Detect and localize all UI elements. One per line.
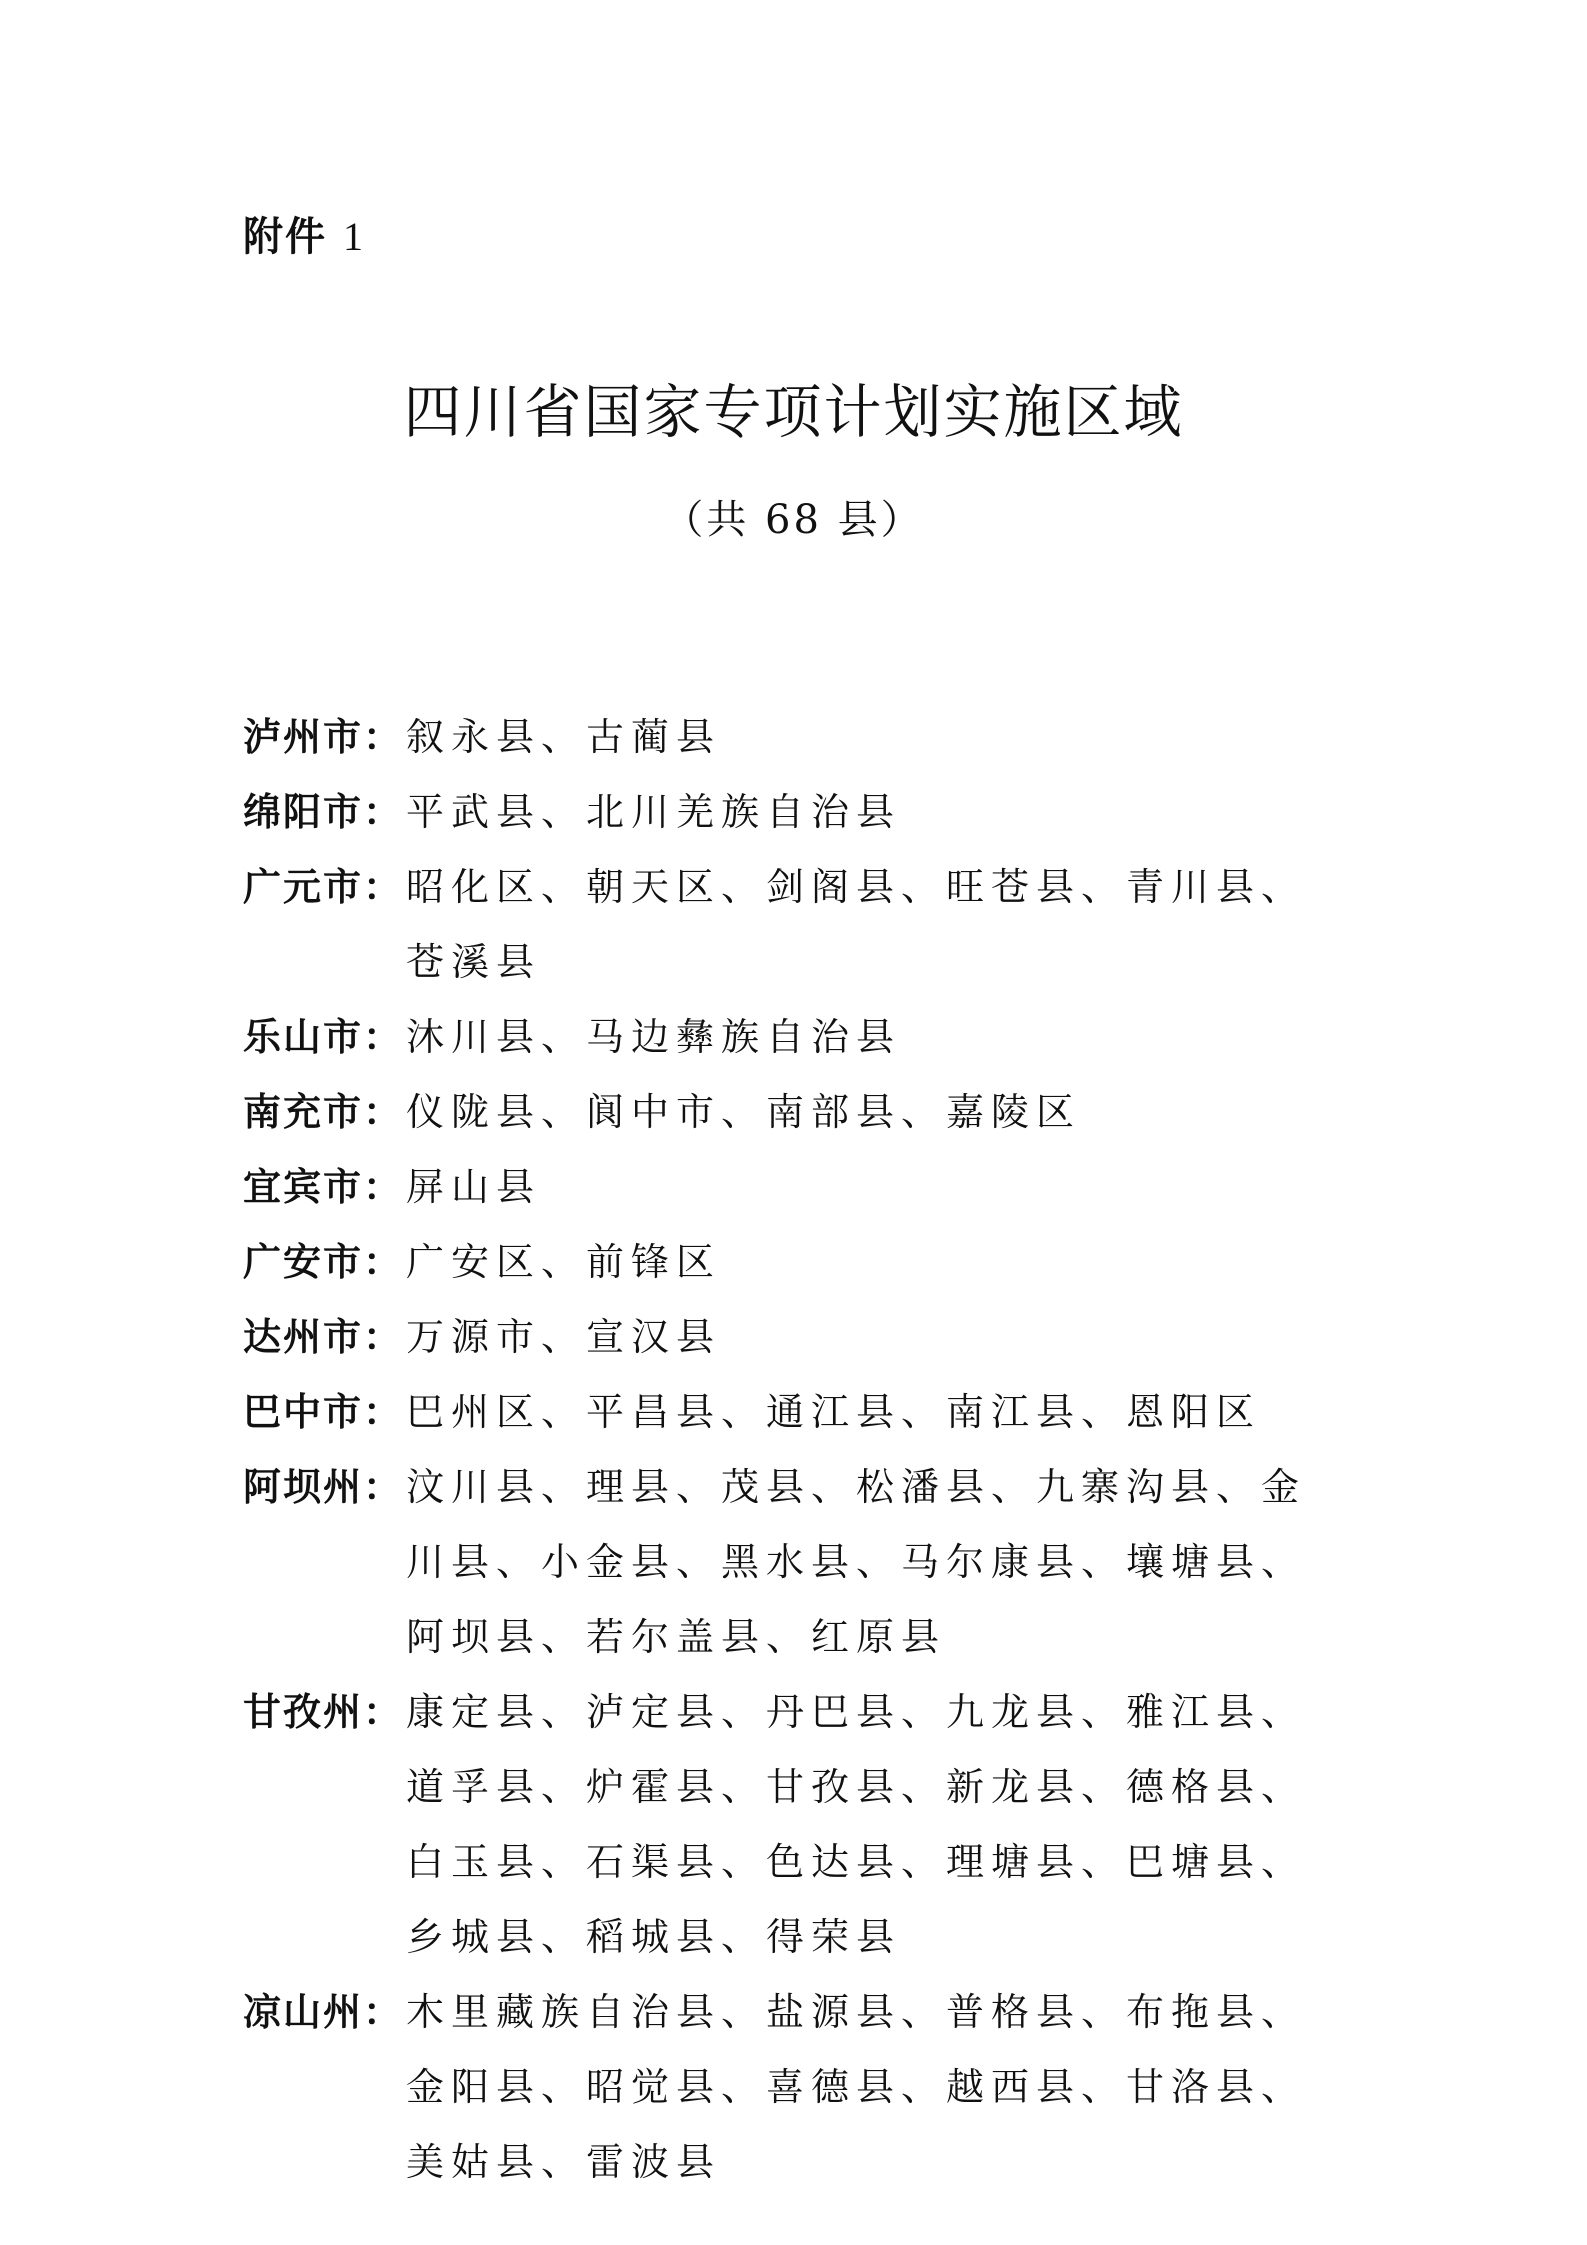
- county-list: 万源市、宣汉县: [406, 1315, 722, 1359]
- city-name: 南充市：: [243, 1090, 404, 1134]
- city-name: 绵阳市：: [243, 790, 404, 834]
- county-list: 叙永县、古蔺县: [406, 715, 722, 759]
- attachment-number: 1: [342, 214, 365, 259]
- region-row: [243, 850, 1363, 1000]
- page-subtitle: （共 68 县）: [663, 497, 924, 543]
- city-name: 广元市：: [243, 865, 404, 909]
- attachment-label: [243, 205, 365, 262]
- county-list: 仪陇县、阆中市、南部县、嘉陵区: [406, 1090, 1082, 1134]
- city-name: 达州市：: [243, 1315, 404, 1359]
- region-row: [243, 1075, 1363, 1150]
- city-name: 乐山市：: [243, 1015, 404, 1059]
- city-name: 巴中市：: [243, 1390, 404, 1434]
- region-row: [243, 700, 1363, 775]
- county-list: 昭化区、朝天区、剑阁县、旺苍县、青川县、苍溪县: [406, 865, 1307, 984]
- attachment-label-text: 附件: [243, 214, 327, 260]
- region-row: [243, 1450, 1363, 1675]
- region-row: [243, 1975, 1363, 2200]
- city-name: 阿坝州：: [243, 1465, 404, 1509]
- county-list: 汶川县、理县、茂县、松潘县、九寨沟县、金川县、小金县、黑水县、马尔康县、壤塘县、阿坝县、若尔盖县、红原县: [406, 1465, 1307, 1659]
- region-list: [243, 700, 1363, 2200]
- region-row: [243, 1225, 1363, 1300]
- county-list: 平武县、北川羌族自治县: [406, 790, 902, 834]
- region-row: [243, 1000, 1363, 1075]
- county-list: 木里藏族自治县、盐源县、普格县、布拖县、金阳县、昭觉县、喜德县、越西县、甘洛县、美姑县、雷波县: [406, 1990, 1307, 2184]
- county-list: 巴州区、平昌县、通江县、南江县、恩阳区: [406, 1390, 1262, 1434]
- city-name: 泸州市：: [243, 715, 404, 759]
- county-list: 沐川县、马边彝族自治县: [406, 1015, 902, 1059]
- region-row: [243, 1150, 1363, 1225]
- county-list: 屏山县: [406, 1165, 542, 1209]
- region-row: [243, 1300, 1363, 1375]
- city-name: 凉山州：: [243, 1990, 404, 2034]
- county-list: 广安区、前锋区: [406, 1240, 722, 1284]
- region-row: [243, 775, 1363, 850]
- city-name: 甘孜州：: [243, 1690, 404, 1734]
- county-list: 康定县、泸定县、丹巴县、九龙县、雅江县、道孚县、炉霍县、甘孜县、新龙县、德格县、白玉县、石渠县、色达县、理塘县、巴塘县、乡城县、稻城县、得荣县: [406, 1690, 1307, 1959]
- city-name: 宜宾市：: [243, 1165, 404, 1209]
- region-row: [243, 1375, 1363, 1450]
- city-name: 广安市：: [243, 1240, 404, 1284]
- region-row: [243, 1675, 1363, 1975]
- page-title: 四川省国家专项计划实施区域: [403, 378, 1184, 446]
